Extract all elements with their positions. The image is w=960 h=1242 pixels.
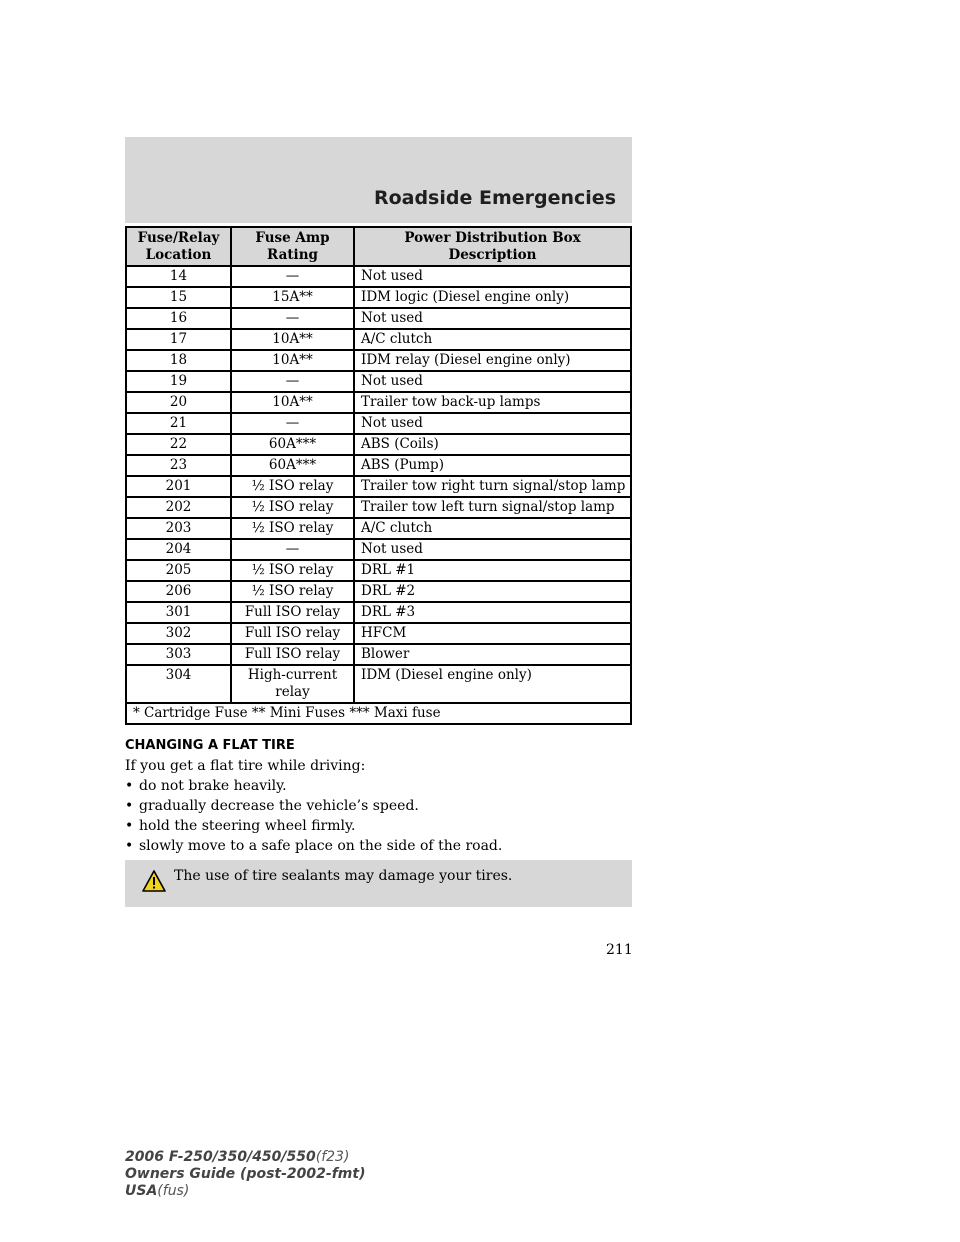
cell-location: 204 [126, 539, 231, 560]
cell-description: IDM (Diesel engine only) [354, 665, 631, 703]
table-row [126, 518, 631, 539]
bullet-mark: • [125, 778, 134, 794]
flat-tire-intro: If you get a flat tire while driving: [125, 758, 366, 774]
list-item-text: gradually decrease the vehicle’s speed. [139, 798, 419, 814]
table-row [126, 623, 631, 644]
cell-location: 206 [126, 581, 231, 602]
page-number: 211 [606, 942, 633, 958]
cell-amp-rating: 10A** [231, 329, 354, 350]
bullet-mark: • [125, 818, 134, 834]
cell-location: 14 [126, 266, 231, 287]
bullet-mark: • [125, 798, 134, 814]
fuse-table-body [126, 266, 631, 703]
cell-amp-rating: ½ ISO relay [231, 560, 354, 581]
table-row [126, 560, 631, 581]
cell-location: 17 [126, 329, 231, 350]
footer-model: 2006 F-250/350/450/550 [125, 1149, 316, 1165]
cell-description: ABS (Pump) [354, 455, 631, 476]
table-row [126, 329, 631, 350]
cell-description: IDM logic (Diesel engine only) [354, 287, 631, 308]
cell-location: 304 [126, 665, 231, 703]
warning-triangle-icon [142, 870, 166, 896]
cell-amp-rating: 10A** [231, 392, 354, 413]
table-row [126, 581, 631, 602]
cell-amp-rating: — [231, 266, 354, 287]
list-item-text: slowly move to a safe place on the side of the road. [139, 838, 503, 854]
cell-description: ABS (Coils) [354, 434, 631, 455]
table-row [126, 455, 631, 476]
cell-location: 23 [126, 455, 231, 476]
bullet-mark: • [125, 838, 134, 854]
cell-description: Trailer tow right turn signal/stop lamp [354, 476, 631, 497]
cell-amp-rating: ½ ISO relay [231, 476, 354, 497]
cell-amp-rating: ½ ISO relay [231, 497, 354, 518]
section-header-band [125, 137, 632, 223]
cell-location: 15 [126, 287, 231, 308]
list-item [125, 798, 632, 814]
document-footer [125, 1149, 365, 1200]
cell-description: Not used [354, 371, 631, 392]
cell-description: Trailer tow left turn signal/stop lamp [354, 497, 631, 518]
footer-line-model [125, 1149, 365, 1166]
table-row [126, 602, 631, 623]
footer-market: USA [125, 1183, 158, 1199]
list-item [125, 778, 632, 794]
cell-location: 202 [126, 497, 231, 518]
table-footnote-row [126, 703, 631, 724]
flat-tire-heading: CHANGING A FLAT TIRE [125, 738, 295, 753]
footer-guide: Owners Guide (post-2002-fmt) [125, 1166, 366, 1182]
table-row [126, 497, 631, 518]
cell-location: 18 [126, 350, 231, 371]
cell-amp-rating: — [231, 539, 354, 560]
cell-location: 16 [126, 308, 231, 329]
cell-location: 302 [126, 623, 231, 644]
table-header-row [126, 227, 631, 266]
list-item [125, 838, 632, 854]
cell-description: DRL #3 [354, 602, 631, 623]
cell-location: 19 [126, 371, 231, 392]
warning-text: The use of tire sealants may damage your tires. [174, 868, 513, 884]
column-header-description: Power Distribution Box Description [354, 227, 631, 266]
cell-amp-rating: — [231, 413, 354, 434]
table-row [126, 476, 631, 497]
footer-line-guide [125, 1166, 365, 1183]
table-row [126, 308, 631, 329]
flat-tire-bullet-list [125, 778, 632, 854]
table-row [126, 539, 631, 560]
cell-amp-rating: Full ISO relay [231, 644, 354, 665]
cell-location: 21 [126, 413, 231, 434]
cell-location: 22 [126, 434, 231, 455]
cell-amp-rating: 60A*** [231, 434, 354, 455]
cell-location: 203 [126, 518, 231, 539]
table-row [126, 413, 631, 434]
cell-description: A/C clutch [354, 329, 631, 350]
list-item [125, 818, 632, 834]
cell-description: Not used [354, 539, 631, 560]
cell-amp-rating: ½ ISO relay [231, 581, 354, 602]
table-footnote: * Cartridge Fuse ** Mini Fuses *** Maxi fuse [126, 703, 631, 724]
table-row [126, 266, 631, 287]
list-item-text: hold the steering wheel firmly. [139, 818, 356, 834]
cell-description: DRL #1 [354, 560, 631, 581]
section-title: Roadside Emergencies [373, 187, 616, 209]
cell-description: A/C clutch [354, 518, 631, 539]
cell-amp-rating: 60A*** [231, 455, 354, 476]
cell-location: 303 [126, 644, 231, 665]
footer-model-code: (f23) [315, 1149, 350, 1165]
cell-description: Trailer tow back-up lamps [354, 392, 631, 413]
cell-amp-rating: ½ ISO relay [231, 518, 354, 539]
cell-description: Not used [354, 413, 631, 434]
cell-location: 20 [126, 392, 231, 413]
footer-line-market [125, 1183, 365, 1200]
cell-amp-rating: — [231, 308, 354, 329]
fuse-table [125, 226, 632, 725]
cell-description: Not used [354, 266, 631, 287]
cell-location: 205 [126, 560, 231, 581]
cell-description: Blower [354, 644, 631, 665]
cell-amp-rating: 15A** [231, 287, 354, 308]
table-row [126, 434, 631, 455]
table-row [126, 350, 631, 371]
cell-location: 301 [126, 602, 231, 623]
cell-amp-rating: 10A** [231, 350, 354, 371]
cell-description: Not used [354, 308, 631, 329]
cell-description: HFCM [354, 623, 631, 644]
warning-box [125, 860, 632, 907]
cell-description: IDM relay (Diesel engine only) [354, 350, 631, 371]
column-header-location: Fuse/Relay Location [126, 227, 231, 266]
table-row [126, 287, 631, 308]
table-row [126, 392, 631, 413]
cell-amp-rating: Full ISO relay [231, 602, 354, 623]
table-row [126, 665, 631, 703]
flat-tire-section [125, 738, 632, 858]
cell-location: 201 [126, 476, 231, 497]
list-item-text: do not brake heavily. [139, 778, 287, 794]
column-header-amp-rating: Fuse Amp Rating [231, 227, 354, 266]
footer-market-code: (fus) [157, 1183, 190, 1199]
cell-description: DRL #2 [354, 581, 631, 602]
table-row [126, 371, 631, 392]
cell-amp-rating: Full ISO relay [231, 623, 354, 644]
cell-amp-rating: — [231, 371, 354, 392]
table-row [126, 644, 631, 665]
cell-amp-rating: High-current relay [231, 665, 354, 703]
